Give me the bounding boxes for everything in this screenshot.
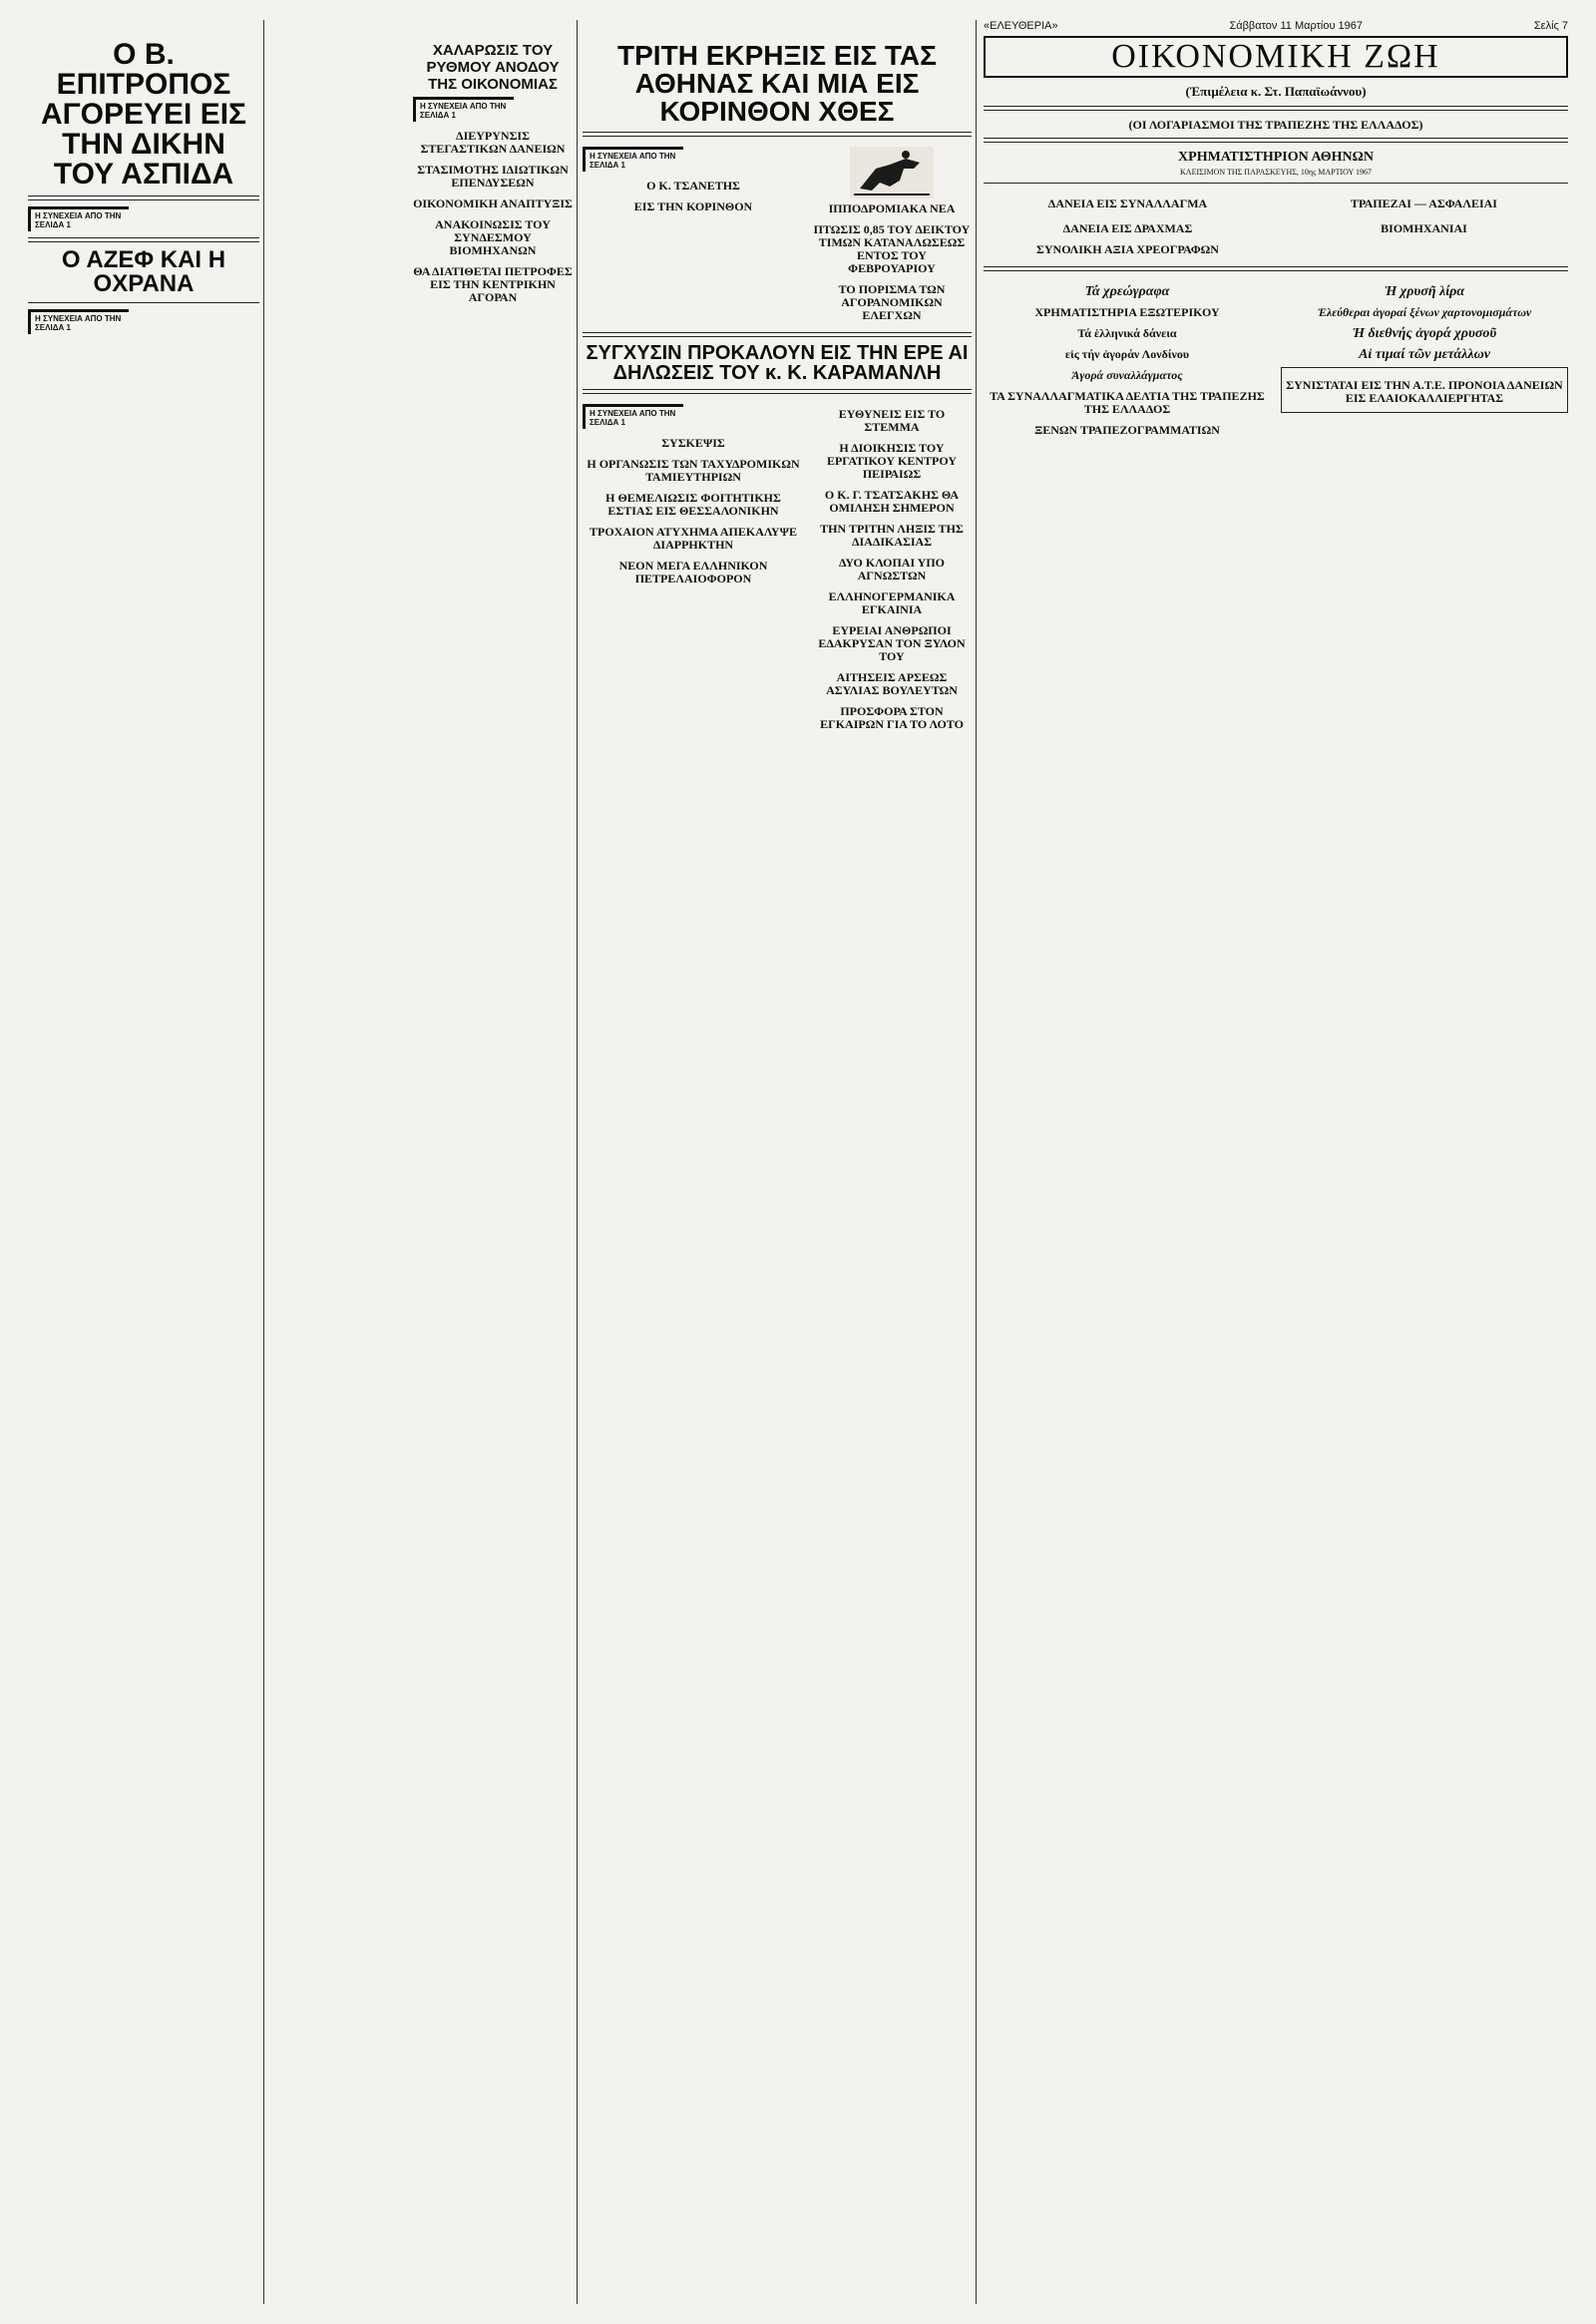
section-editor: (Ἐπιμέλεια κ. Στ. Παπαϊωάννου) xyxy=(1185,84,1367,99)
subhead-tsatsakis: Ο Κ. Γ. ΤΣΑΤΣΑΚΗΣ ΘΑ ΟΜΙΛΗΣΗ ΣΗΜΕΡΟΝ xyxy=(824,488,960,515)
continued-label: Η ΣΥΝΕΧΕΙΑ ΑΠΟ ΤΗΝ ΣΕΛΙΔΑ 1 xyxy=(583,147,683,172)
intl-gold: Ἡ διεθνής ἀγορά χρυσοῦ xyxy=(1352,326,1497,341)
metals-title: Αἱ τιμαί τῶν μετάλλων xyxy=(1359,347,1490,362)
horse-racing-title: ΙΠΠΟΔΡΟΜΙΑΚΑ ΝΕΑ xyxy=(828,201,956,215)
subhead-price-index: ΠΤΩΣΙΣ 0,85 ΤΟΥ ΔΕΙΚΤΟΥ ΤΙΜΩΝ ΚΑΤΑΝΑΛΩΣΕΩΣ ΕΝΤΟΣ ΤΟΥ ΦΕΒΡΟΥΑΡΙΟΥ xyxy=(813,222,971,275)
subhead-wept: ΕΥΡΕΙΑΙ ΑΝΘΡΩΠΟΙ ΕΔΑΚΡΥΣΑΝ ΤΟΝ ΞΥΛΟΝ ΤΟΥ xyxy=(818,623,966,663)
horse-racing-icon xyxy=(850,147,934,198)
column-2b xyxy=(413,20,573,2304)
column-3 xyxy=(583,20,972,2304)
column-4-finance xyxy=(984,20,1568,2304)
total-title: ΣΥΝΟΛΙΚΗ ΑΞΙΑ ΧΡΕΟΓΡΑΦΩΝ xyxy=(1036,242,1219,256)
bank-rates-title: ΤΑ ΣΥΝΑΛΛΑΓΜΑΤΙΚΑ ΔΕΛΤΙΑ ΤΗΣ ΤΡΑΠΕΖΗΣ ΤΗΣ ΕΛΛΑΔΟΣ xyxy=(990,389,1265,416)
subhead-petrofes: ΘΑ ΔΙΑΤΙΘΕΤΑΙ ΠΕΤΡΟΦΕΣ ΕΙΣ ΤΗΝ ΚΕΝΤΡΙΚΗΝ ΑΓΟΡΑΝ xyxy=(413,264,573,304)
subhead-private-investment: ΣΤΑΣΙΜΟΤΗΣ ΙΔΙΩΤΙΚΩΝ ΕΠΕΝΔΥΣΕΩΝ xyxy=(417,163,569,190)
masthead-date: Σάββατον 11 Μαρτίου 1967 xyxy=(1229,20,1364,32)
subhead-oil-tanker: ΝΕΟΝ ΜΕΓΑ ΕΛΛΗΝΙΚΟΝ ΠΕΤΡΕΛΑΙΟΦΟΡΟΝ xyxy=(618,559,768,585)
subhead-findings: ΤΟ ΠΟΡΙΣΜΑ ΤΩΝ ΑΓΟΡΑΝΟΜΙΚΩΝ ΕΛΕΓΧΩΝ xyxy=(838,282,946,322)
subhead-student-hostel: Η ΘΕΜΕΛΙΩΣΙΣ ΦΟΙΤΗΤΙΚΗΣ ΕΣΤΙΑΣ ΕΙΣ ΘΕΣΣΑΛΟΝΙΚΗΝ xyxy=(605,491,781,518)
subhead-lotto: ΠΡΟΣΦΟΡΑ ΣΤΟΝ ΕΓΚΑΙΡΩΝ ΓΙΑ ΤΟ ΛΟΤΟ xyxy=(820,704,964,731)
subhead-crown: ΕΥΘΥΝΕΙΣ ΕΙΣ ΤΟ ΣΤΕΜΜΑ xyxy=(838,407,946,434)
subhead-postal-savings: Η ΟΡΓΑΝΩΣΙΣ ΤΩΝ ΤΑΧΥΔΡΟΜΙΚΩΝ ΤΑΜΙΕΥΤΗΡΙΩΝ xyxy=(587,457,800,484)
continued-label: Η ΣΥΝΕΧΕΙΑ ΑΠΟ ΤΗΝ ΣΕΛΙΔΑ 1 xyxy=(28,309,129,334)
headline-economy-slowdown: ΧΑΛΑΡΩΣΙΣ ΤΟΥ ΡΥΘΜΟΥ ΑΝΟΔΟΥ ΤΗΣ ΟΙΚΟΝΟΜΙΑΣ xyxy=(426,42,560,93)
subhead-thefts: ΔΥΟ ΚΛΟΠΑΙ ΥΠΟ ΑΓΝΩΣΤΩΝ xyxy=(838,556,946,582)
subhead-traffic-accident: ΤΡΟΧΑΙΟΝ ΑΤΥΧΗΜΑ ΑΠΕΚΑΛΥΨΕ ΔΙΑΡΡΗΚΤΗΝ xyxy=(590,525,797,552)
masthead-paper: «ΕΛΕΥΘΕΡΙΑ» xyxy=(984,20,1058,32)
newspaper-page xyxy=(28,20,1568,2304)
masthead xyxy=(984,20,1568,32)
forex-market: Ἀγορά συναλλάγματος xyxy=(1071,368,1183,382)
headline-azef: Ο ΑΖΕΦ ΚΑΙ Η ΟΧΡΑΝΑ xyxy=(61,246,226,297)
subhead-bank-accounts: (ΟΙ ΛΟΓΑΡΙΑΣΜΟΙ ΤΗΣ ΤΡΑΠΕΖΗΣ ΤΗΣ ΕΛΛΑΔΟΣ) xyxy=(1128,118,1423,132)
bottom-title: ΣΥΝΙΣΤΑΤΑΙ ΕΙΣ ΤΗΝ Α.Τ.Ε. ΠΡΟΝΟΙΑ ΔΑΝΕΙΩΝ ΕΙΣ ΕΛΑΙΟΚΑΛΛΙΕΡΓΗΤΑΣ xyxy=(1286,378,1563,405)
industries-title: ΒΙΟΜΗΧΑΝΙΑΙ xyxy=(1381,221,1467,235)
bonds-title: Τά χρεώγραφα xyxy=(1084,284,1170,299)
subhead-meeting: ΣΥΣΚΕΨΙΣ xyxy=(661,436,725,450)
exchange-title: ΧΡΗΜΑΤΙΣΤΗΡΙΟΝ ΑΘΗΝΩΝ xyxy=(1178,150,1374,165)
subhead-procedure-end: ΤΗΝ ΤΡΙΤΗΝ ΛΗΞΙΣ ΤΗΣ ΔΙΑΔΙΚΑΣΙΑΣ xyxy=(820,522,964,549)
foreign-notes-title: ΞΕΝΩΝ ΤΡΑΠΕΖΟΓΡΑΜΜΑΤΙΩΝ xyxy=(1034,423,1220,437)
banks-title: ΤΡΑΠΕΖΑΙ — ΑΣΦΑΛΕΙΑΙ xyxy=(1351,196,1497,210)
london-market: εἰς τήν ἀγοράν Λονδίνου xyxy=(1064,347,1190,361)
section-title: ΟΙΚΟΝΟΜΙΚΗ ΖΩΗ xyxy=(1111,38,1440,75)
loans-title: ΔΑΝΕΙΑ ΕΙΣ ΣΥΝΑΛΛΑΓΜΑ xyxy=(1047,196,1208,210)
gold-title: Ἡ χρυσῆ λίρα xyxy=(1384,284,1465,299)
subhead-corinth: ΕΙΣ ΤΗΝ ΚΟΡΙΝΘΟΝ xyxy=(633,199,753,213)
subhead-housing-loans: ΔΙΕΥΡΥΝΣΙΣ ΣΤΕΓΑΣΤΙΚΩΝ ΔΑΝΕΙΩΝ xyxy=(420,129,566,156)
column-2a xyxy=(269,20,409,2304)
continued-label: Η ΣΥΝΕΧΕΙΑ ΑΠΟ ΤΗΝ ΣΕΛΙΔΑ 1 xyxy=(413,97,514,122)
column-1 xyxy=(28,20,259,2304)
subhead-industrialists-statement: ΑΝΑΚΟΙΝΩΣΙΣ ΤΟΥ ΣΥΝΔΕΣΜΟΥ ΒΙΟΜΗΧΑΝΩΝ xyxy=(435,217,551,257)
masthead-page: Σελίς 7 xyxy=(1533,20,1568,32)
exchange-subtitle: ΚΛΕΙΣΙΜΟΝ ΤΗΣ ΠΑΡΑΣΚΕΥΗΣ, 10ης ΜΑΡΤΙΟΥ 1967 xyxy=(1180,168,1372,177)
drachma-loans-title: ΔΑΝΕΙΑ ΕΙΣ ΔΡΑΧΜΑΣ xyxy=(1062,221,1193,235)
subhead-labor-center: Η ΔΙΟΙΚΗΣΙΣ ΤΟΥ ΕΡΓΑΤΙΚΟΥ ΚΕΝΤΡΟΥ ΠΕΙΡΑΙΩΣ xyxy=(826,441,958,481)
greek-loans-title: Τά ἑλληνικά δάνεια xyxy=(1077,326,1177,340)
foreign-exchange-title: ΧΡΗΜΑΤΙΣΤΗΡΙΑ ΕΞΩΤΕΡΙΚΟΥ xyxy=(1034,305,1220,319)
subhead-economic-growth: ΟΙΚΟΝΟΜΙΚΗ ΑΝΑΠΤΥΞΙΣ xyxy=(413,196,573,210)
free-markets: Ἐλεύθεραι ἀγοραί ξένων χαρτονομισμάτων xyxy=(1317,305,1532,319)
subhead-greek-german: ΕΛΛΗΝΟΓΕΡΜΑΝΙΚΑ ΕΓΚΑΙΝΙΑ xyxy=(828,589,956,616)
headline-karamanlis: ΣΥΓΧΥΣΙΝ ΠΡΟΚΑΛΟΥΝ ΕΙΣ ΤΗΝ ΕΡΕ ΑΙ ΔΗΛΩΣΕΙΣ ΤΟΥ κ. Κ. ΚΑΡΑΜΑΝΛΗ xyxy=(586,342,969,384)
continued-label: Η ΣΥΝΕΧΕΙΑ ΑΠΟ ΤΗΝ ΣΕΛΙΔΑ 1 xyxy=(28,206,129,231)
subhead-tsanetis: Ο Κ. ΤΣΑΝΕΤΗΣ xyxy=(646,179,740,193)
continued-label: Η ΣΥΝΕΧΕΙΑ ΑΠΟ ΤΗΝ ΣΕΛΙΔΑ 1 xyxy=(583,404,683,429)
subhead-immunity: ΑΙΤΗΣΕΙΣ ΑΡΣΕΩΣ ΑΣΥΛΙΑΣ ΒΟΥΛΕΥΤΩΝ xyxy=(826,670,958,697)
headline-aspida: Ο Β. ΕΠΙΤΡΟΠΟΣ ΑΓΟΡΕΥΕΙ ΕΙΣ ΤΗΝ ΔΙΚΗΝ ΤΟΥ ΑΣΠΙΔΑ xyxy=(40,38,247,191)
headline-explosions: ΤΡΙΤΗ ΕΚΡΗΞΙΣ ΕΙΣ ΤΑΣ ΑΘΗΝΑΣ ΚΑΙ ΜΙΑ ΕΙΣ ΚΟΡΙΝΘΟΝ ΧΘΕΣ xyxy=(617,40,937,127)
